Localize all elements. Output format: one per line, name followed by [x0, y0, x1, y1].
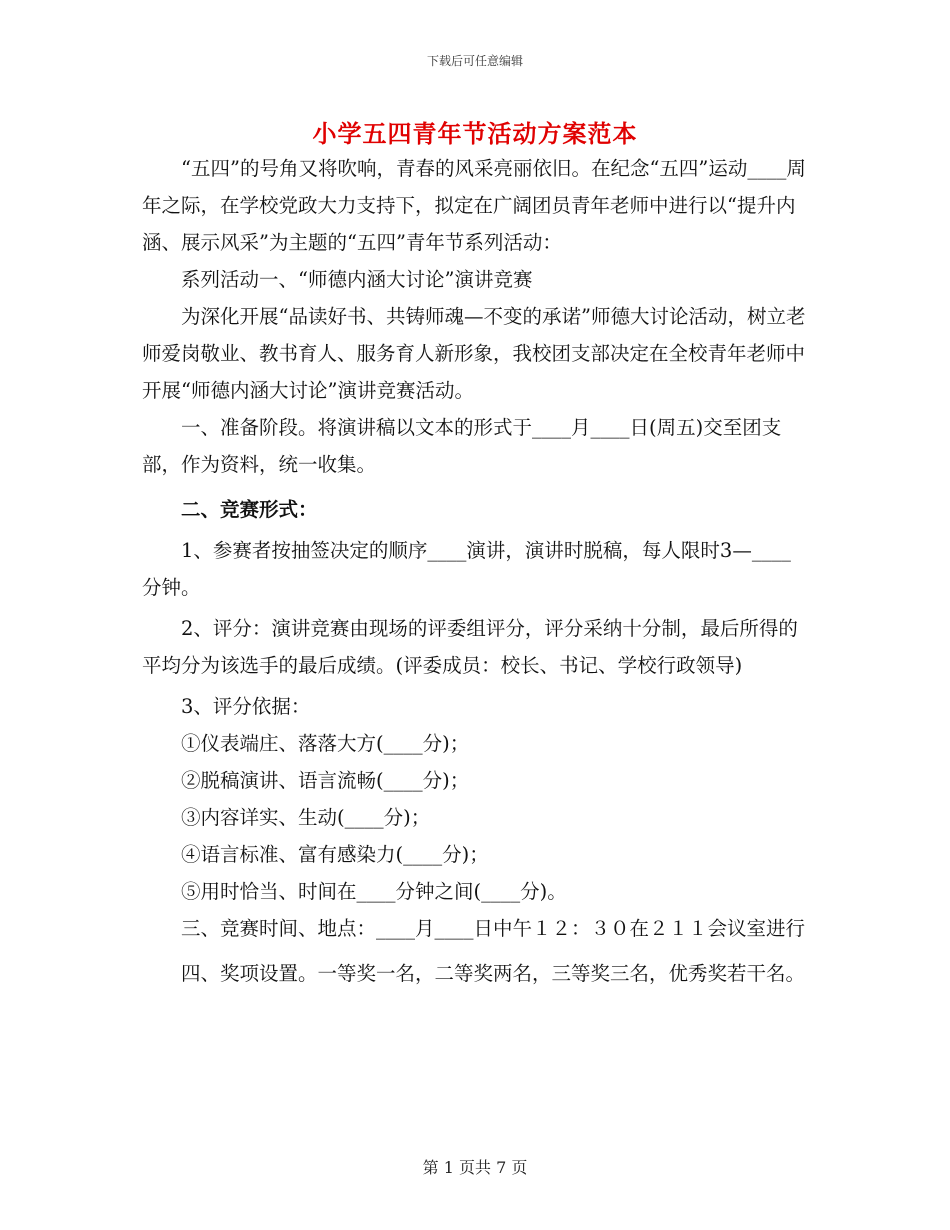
criteria-item-5: ⑤用时恰当、时间在____分钟之间(____分)。 — [181, 880, 567, 903]
criteria-item-4: ④语言标准、富有感染力(____分)； — [181, 843, 489, 866]
document-title: 小学五四青年节活动方案范本 — [312, 119, 638, 148]
activity-description: 为深化开展“品读好书、共铸师魂—不变的承诺”师德大讨论活动，树立老师爱岗敬业、教书育人、服务育人新形象，我校团支部决定在全校青年老师中开展“师德内涵大讨论”演讲竞赛活动。 — [142, 305, 806, 402]
section-awards: 四、奖项设置。一等奖一名，二等奖两名，三等奖三名，优秀奖若干名。 — [181, 962, 806, 985]
rule-order: 1、参赛者按抽签决定的顺序____演讲，演讲时脱稿，每人限时3—____分钟。 — [142, 539, 791, 599]
rule-scoring: 2、评分：演讲竞赛由现场的评委组评分，评分采纳十分制，最后所得的平均分为该选手的最后成绩。(评委成员：校长、书记、学校行政领导) — [142, 617, 798, 677]
rule-criteria-heading: 3、评分依据： — [181, 695, 311, 718]
section-competition-format: 二、竞赛形式： — [181, 498, 318, 521]
section-time-location: 三、竞赛时间、地点：____月____日中午１２：３０在２１１会议室进行 — [181, 917, 806, 940]
criteria-item-1: ①仪表端庄、落落大方(____分)； — [181, 732, 470, 755]
page-header-note: 下载后可任意编辑 — [426, 54, 523, 68]
page-number: 第 1 页共 7 页 — [422, 1158, 528, 1177]
section-preparation: 一、准备阶段。将演讲稿以文本的形式于____月____日(周五)交至团支部，作为资料，统一收集。 — [142, 416, 782, 476]
criteria-item-3: ③内容详实、生动(____分)； — [181, 806, 431, 829]
criteria-item-2: ②脱稿演讲、语言流畅(____分)； — [181, 769, 470, 792]
document-body — [142, 150, 808, 992]
activity-heading: 系列活动一、“师德内涵大讨论”演讲竞赛 — [181, 268, 533, 291]
intro-paragraph: “五四”的号角又将吹响，青春的风采亮丽依旧。在纪念“五四”运动____周年之际，在学校党政大力支持下，拟定在广阔团员青年老师中进行以“提升内涵、展示风采”为主题的“五四”青年节系列活动： — [142, 157, 806, 254]
